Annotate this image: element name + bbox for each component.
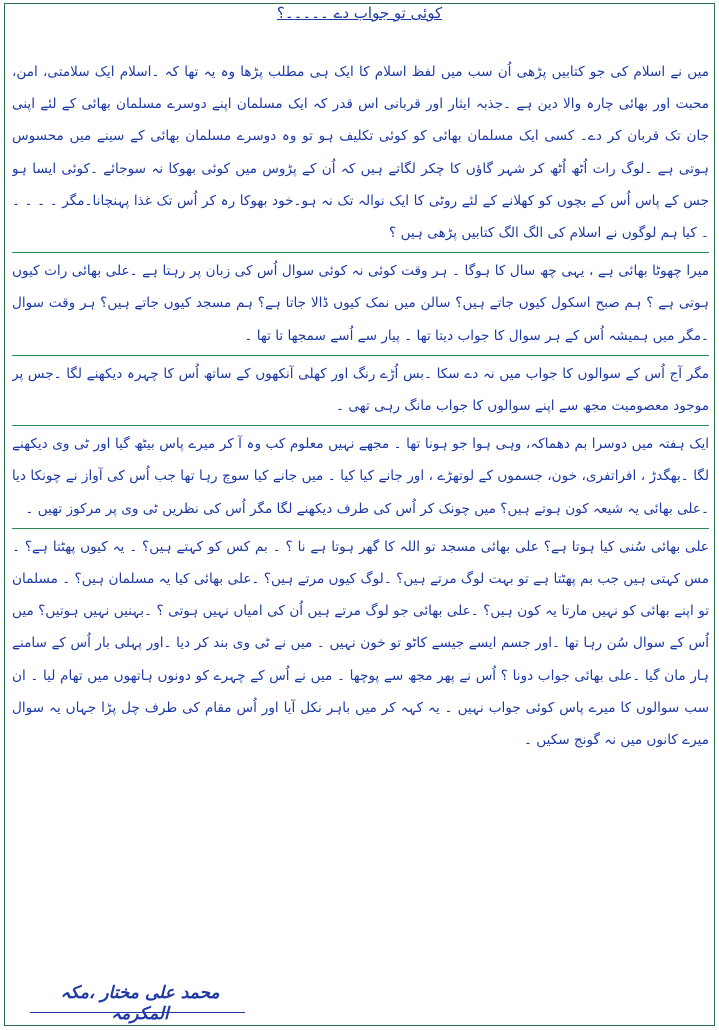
signature-underline xyxy=(30,1012,245,1013)
paragraph-4: ایک ہفتہ میں دوسرا بم دھماکہ، وہی ہوا جو ہونا تھا ۔ مجھے نہیں معلوم کب وہ آ کر میرے پاس بیٹھ گیا اور ٹی وی دیکھنے لگا ۔بھگدڑ ، افراتفری، خون، جسموں کے لوتھڑے ، اور جانے کیا کیا ۔ میں جانے کیا سوچ رہا تھا جب اُس کی آواز نے چونکا دیا ۔علی بھائی یہ شیعہ کون ہوتے ہیں؟ میں چونک کر اُس کی طرف دیکھنے لگا مگر اُس کی نظریں ٹی وی پر مرکوز تھیں ۔ xyxy=(12,436,709,517)
paragraph-5: علی بھائی سُنی کیا ہوتا ہے؟ علی بھائی مسجد تو اللہ کا گھر ہوتا ہے نا ؟ ۔ بم کس کو کہتے ہیں؟ ۔ یہ کیوں پھٹتا ہے؟ ۔مس کہتی ہیں جب بم پھٹتا ہے تو بہت لوگ مرتے ہیں؟ ۔لوگ کیوں مرتے ہیں؟ ۔علی بھائی کیا یہ مسلمان ہیں؟ ۔ مسلمان تو اپنے بھائی کو نہیں مارتا یہ کون ہیں؟ ۔علی بھائی جو لوگ مرتے ہیں اُن کی امیاں نہیں ہوتی ؟ ۔بہنیں نہیں ہوتیں؟ میں اُس کے سوال سُن رہا تھا ۔اور جسم ایسے جیسے کاٹو تو خون نہیں ۔ میں نے ٹی وی بند کر دیا ۔اور پہلی بار اُس کے سامنے ہار مان گیا ۔علی بھائی جواب دونا ؟ اُس نے پھر مجھ سے پوچھا ۔ میں نے اُس کے چہرے کو دونوں ہاتھوں میں تھام لیا ۔ ان سب سوالوں کا میرے پاس کوئی جواب نہیں ۔ یہ کہہ کر میں باہر نکل آیا اور اُس مقام کی طرف چل پڑا جہاں یہ سوال میرے کانوں میں نہ گونج سکیں ۔ xyxy=(12,538,709,749)
paragraph-divider xyxy=(12,425,709,426)
author-signature: محمد علی مختار ،مکہ المکرمہ xyxy=(60,983,220,1024)
paragraph-1: میں نے اسلام کی جو کتابیں پڑھی اُن سب میں لفظ اسلام کا ایک ہی مطلب پڑھا وہ یہ تھا کہ ۔اسلام ایک سلامتی، امن، محبت اور بھائی چارہ والا دین ہے ۔جذبہ ایثار اور قربانی اس قدر کہ ایک مسلمان اپنے دوسرے مسلمان بھائی کے لئے اپنی جان تک قربان کر دے۔ کسی ایک مسلمان بھائی کو کوئی تکلیف ہو تو وہ دوسرے مسلمان بھائی کے سینے میں محسوس ہوتی ہے ۔لوگ رات اُٹھ اُٹھ کر شہر گاؤں کا چکر لگاتے ہیں کہ اُن کے پڑوس میں کوئی بھوکا نہ سوجائے ۔کوئی ایسا ہو جس کے پاس اُس کے بچوں کو کھلانے کے لئے روٹی کا ایک نوالہ تک نہ ہو۔خود بھوکا رہ کر اُس تک غذا پہنچانا۔مگر ۔ ۔ ۔ ۔ ۔ کیا ہم لوگوں نے اسلام کی الگ الگ کتابیں پڑھی ہیں ؟ xyxy=(12,64,709,242)
page-title: کوئی تو جواب دے ۔۔۔۔۔؟ xyxy=(276,4,443,22)
paragraph-2: میرا چھوٹا بھائی ہے ، یہی چھ سال کا ہوگا ۔ ہر وقت کوئی نہ کوئی سوال اُس کی زبان پر رہتا ہے ۔علی بھائی رات کیوں ہوتی ہے ؟ ہم صبح اسکول کیوں جاتے ہیں؟ سالن میں نمک کیوں ڈالا جاتا ہے؟ ہم مسجد کیوں جاتے ہیں؟ ہر وقت سوال ۔مگر میں ہمیشہ اُس کے ہر سوال کا جواب دیتا تھا ۔ پیار سے اُسے سمجھا تا تھا ۔ xyxy=(12,263,709,344)
paragraph-divider xyxy=(12,528,709,529)
paragraph-3: مگر آج اُس کے سوالوں کا جواب میں نہ دے سکا ۔بس اُڑے رنگ اور کھلی آنکھوں کے ساتھ اُس کا چہرہ دیکھنے لگا ۔جس پر موجود معصومیت مجھ سے اپنے سوالوں کا جواب مانگ رہی تھی ۔ xyxy=(12,365,709,415)
paragraph-divider xyxy=(12,252,709,253)
article-body xyxy=(12,56,709,976)
paragraph-divider xyxy=(12,355,709,356)
